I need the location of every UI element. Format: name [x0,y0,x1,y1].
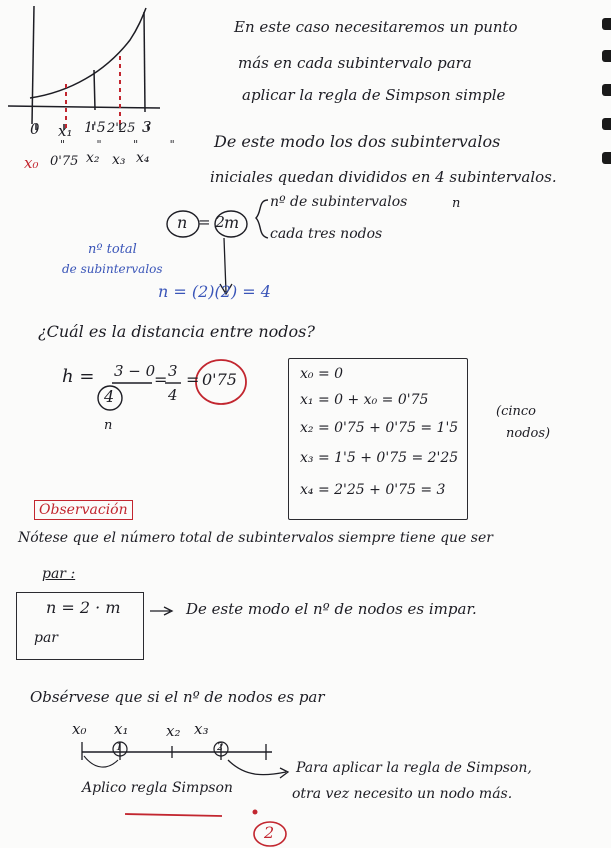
binder-hole [602,18,611,30]
obs-par-line: Obsérvese que si el nº de nodos es par [30,688,325,706]
mid-line [94,70,95,110]
modo-line-1: De este modo los dos subintervalos [214,132,501,151]
formula-result: n = (2)(2) = 4 [158,282,271,301]
modo-line-2: iniciales quedan divididos en 4 subintervalos. [210,168,557,186]
tick-15: 1'5 [84,120,106,136]
n-mark: n [452,196,461,211]
obs-line-1: Nótese que el número total de subintervalos siempre tiene que ser [18,530,493,546]
brace [256,200,268,238]
label-x2: x₂ [86,150,100,166]
bracket-1 [84,756,118,767]
binder-hole [602,152,611,164]
x-axis [8,106,160,108]
nl-x3: x₃ [194,720,209,738]
right-edge [144,12,145,112]
binder-holes [597,0,611,848]
box-arrow [150,607,172,615]
tick-0: 0 [30,120,40,138]
h-num2: 3 [168,362,178,380]
number-line-ticks [82,742,266,760]
formula-eq: = 2 [198,213,225,231]
label-x3: x₃ [112,152,126,168]
obs-line-2: par : [42,566,76,582]
intro-line-3: aplicar la regla de Simpson simple [242,86,506,104]
red-dot [253,810,258,815]
note-arrow [228,760,288,778]
label-075: 0'75 [50,154,79,169]
h-eq2: = [186,370,200,389]
h-n-under: n [104,418,113,433]
node-x0: x₀ = 0 [300,366,344,382]
page-number: 2 [264,823,275,842]
obs-box-eq: n = 2 · m [46,598,121,617]
formula-n: n [177,213,188,232]
node-x3: x₃ = 1'5 + 0'75 = 2'25 [300,450,459,466]
tick-x1: x₁ [58,122,73,140]
side-note-2: de subintervalos [62,262,163,276]
obs-title: Observación [34,500,133,520]
intro-line-1: En este caso necesitaremos un punto [234,18,518,36]
h-value: 0'75 [202,370,237,389]
h-num: 3 − 0 [114,362,156,380]
nl-x2: x₂ [166,722,181,740]
curve [30,8,146,98]
obs-arrow-text: De este modo el nº de nodos es impar. [186,600,477,618]
cinco-2: nodos) [506,426,551,441]
nl-label: Aplico regla Simpson [82,780,233,796]
label-x4: x₄ [136,150,150,166]
question: ¿Cuál es la distancia entre nodos? [38,322,315,341]
h-den2: 4 [168,386,178,404]
cinco-1: (cinco [496,404,536,419]
nl-c2: 2 [217,742,224,753]
formula-note-2: cada tres nodos [270,226,383,242]
tick-3: 3 [142,118,152,136]
nl-note-1: Para aplicar la regla de Simpson, [296,760,532,776]
binder-hole [602,50,611,62]
ditto-marks: " " " " [60,138,189,151]
red-underline [125,814,222,816]
h-lhs: h = [62,366,95,387]
obs-box-par: par [34,630,59,646]
node-x2: x₂ = 0'75 + 0'75 = 1'5 [300,420,459,436]
formula-m: m [224,213,240,232]
node-x4: x₄ = 2'25 + 0'75 = 3 [300,482,446,498]
tick-225: 2'25 [107,121,136,136]
nl-note-2: otra vez necesito un nodo más. [292,786,513,802]
label-x0: x₀ [24,154,39,172]
formula-note-1: nº de subintervalos [270,194,408,210]
h-eq: = [154,370,168,389]
node-x1: x₁ = 0 + x₀ = 0'75 [300,392,429,408]
nl-x1: x₁ [114,720,129,738]
side-note-1: nº total [88,242,137,257]
binder-hole [602,118,611,130]
binder-hole [602,84,611,96]
nl-x0: x₀ [72,720,87,738]
h-den: 4 [104,387,115,406]
nl-c1: 1 [116,742,123,753]
intro-line-2: más en cada subintervalo para [238,54,472,72]
